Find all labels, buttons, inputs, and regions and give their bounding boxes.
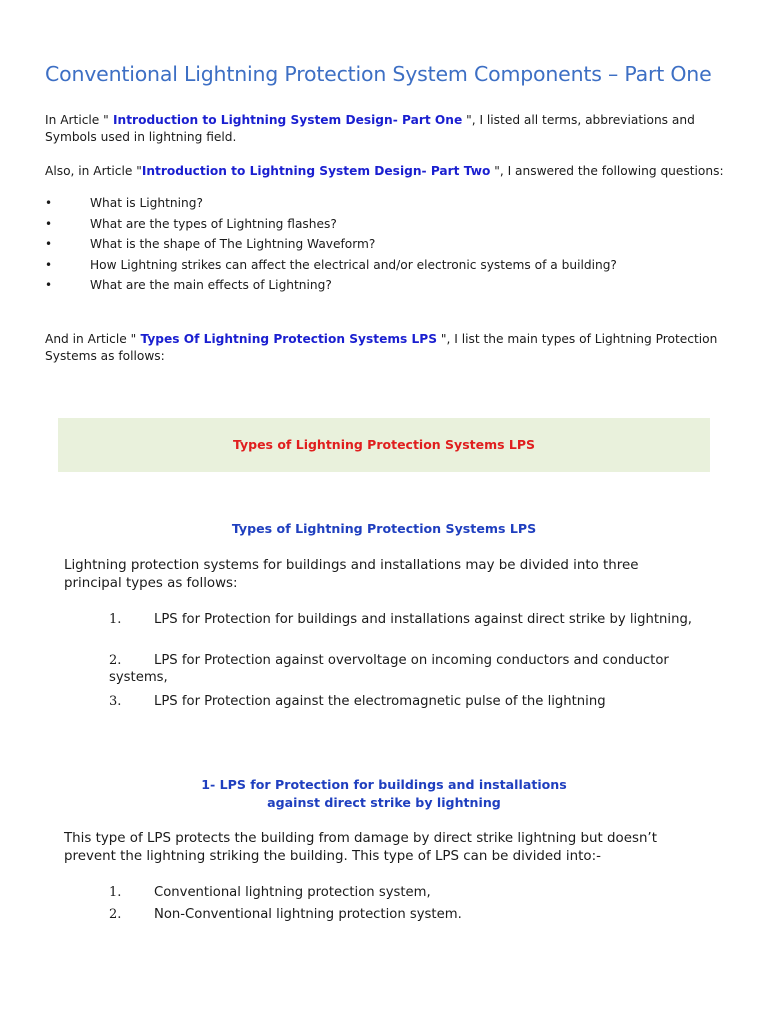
intro-2-prefix: Also, in Article " [45,164,142,178]
banner-title: Types of Lightning Protection Systems LPS [232,437,536,452]
bullet-icon: • [45,278,53,292]
question-text: What is the shape of The Lightning Waveform? [90,237,376,251]
intro-1-suffix: ", I listed all terms, abbreviations and Symbols used in lightning field. [45,113,695,144]
intro-paragraph-2 [45,163,725,180]
list-item [109,884,709,906]
section-2-heading [58,776,710,812]
item-number: 1. [109,612,122,627]
types-banner [58,418,710,472]
list-item [45,216,617,237]
intro-paragraph-3 [45,331,725,365]
item-text: LPS for Protection against the electromagnetic pulse of the lightning [154,694,606,709]
item-number: 1. [109,885,122,900]
item-text: LPS for Protection for buildings and installations against direct strike by lightning, [154,612,693,627]
item-text: LPS for Protection against overvoltage on incoming conductors and conductor systems, [109,653,669,685]
bullet-icon: • [45,196,53,210]
lps-subtypes-list [109,884,709,928]
list-item [109,652,709,693]
lps-types-list [109,611,709,713]
item-number: 2. [109,653,122,668]
list-item [45,236,617,257]
page-title: Conventional Lightning Protection System Components – Part One [45,62,712,86]
section-1-body: Lightning protection systems for buildings and installations may be divided into three principal types as follows: [64,558,639,591]
item-number: 2. [109,907,122,922]
list-item [109,906,709,928]
item-text: Non-Conventional lightning protection system. [154,907,462,922]
question-text: What are the main effects of Lightning? [90,278,332,292]
section-2-heading-line-1: 1- LPS for Protection for buildings and installations [201,777,567,792]
intro-1-prefix: In Article " [45,113,109,127]
intro-3-suffix: ", I list the main types of Lightning Protection Systems as follows: [45,332,718,363]
question-text: How Lightning strikes can affect the electrical and/or electronic systems of a building? [90,257,617,272]
list-item [45,277,617,298]
bullet-icon: • [45,216,53,231]
bullet-icon: • [45,237,53,251]
article-link-types-lps[interactable]: Types Of Lightning Protection Systems LPS [136,332,438,346]
question-text: What is Lightning? [90,196,203,210]
intro-2-suffix: ", I answered the following questions: [490,164,724,178]
section-1-heading: Types of Lightning Protection Systems LPS [231,521,537,536]
bullet-icon: • [45,257,53,272]
question-text: What are the types of Lightning flashes? [90,216,337,231]
list-item [45,257,617,278]
item-number: 3. [109,694,122,709]
section-2-body: This type of LPS protects the building from damage by direct strike lightning but doesn’t prevent the lightning striking the building. This type of LPS can be divided into:- [64,831,657,864]
item-text: Conventional lightning protection system, [154,885,431,900]
section-2-heading-line-2: against direct strike by lightning [267,795,501,810]
list-item [109,693,709,713]
list-item [109,611,709,652]
article-link-part-one[interactable]: Introduction to Lightning System Design- Part One [108,113,463,127]
intro-3-prefix: And in Article " [45,332,137,346]
questions-list [45,195,617,298]
intro-paragraph-1 [45,112,725,146]
list-item [45,195,617,216]
article-link-part-two[interactable]: Introduction to Lightning System Design- Part Two [141,164,491,178]
